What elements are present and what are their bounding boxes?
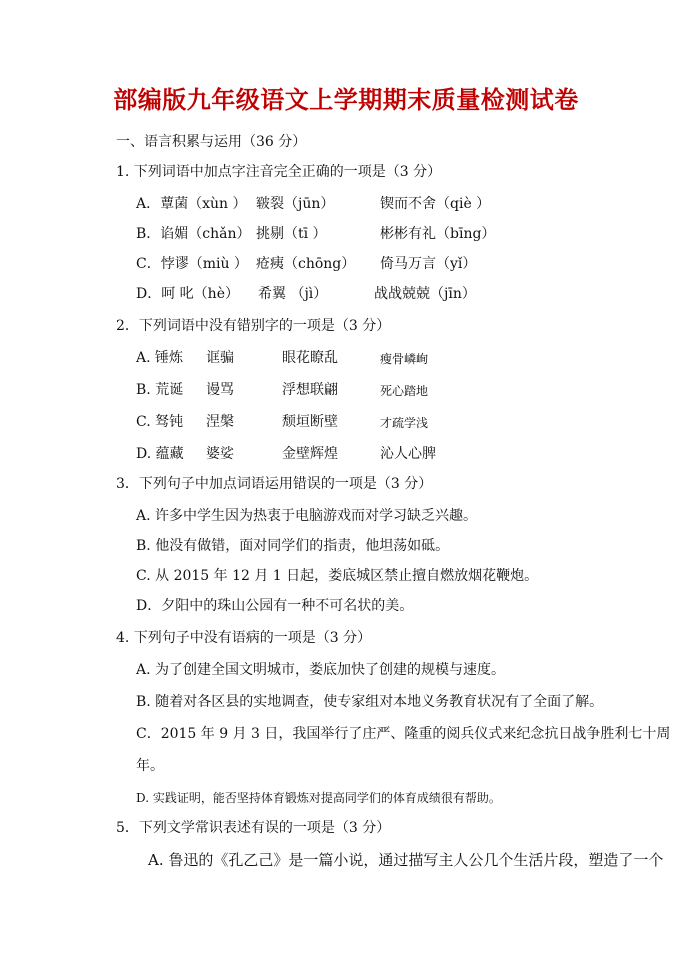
option-cell: 眼花瞭乱 [282, 350, 338, 366]
option-cell: 浮想联翩 [282, 382, 338, 398]
option-cell: 沁人心脾 [380, 446, 436, 462]
question-3-option-d: D．夕阳中的珠山公园有一种不可名状的美。 [136, 598, 414, 614]
option-cell: 才疏学浅 [380, 416, 429, 430]
question-1-stem: 1. 下列词语中加点字注音完全正确的一项是（3 分） [116, 164, 442, 180]
question-4-stem: 4. 下列句子中没有语病的一项是（3 分） [116, 630, 372, 646]
question-4-option-c: C．2015 年 9 月 3 日，我国举行了庄严、隆重的阅兵仪式来纪念抗日战争胜利七十周 [136, 726, 671, 742]
question-5-stem: 5．下列文学常识表述有误的一项是（3 分） [116, 820, 391, 836]
question-4-option-c-continued: 年。 [136, 758, 164, 774]
option-cell: 涅槃 [206, 414, 234, 430]
option-cell: C．悖谬（miù ） [136, 256, 248, 272]
option-cell: 瘦骨嶙峋 [380, 352, 429, 366]
option-cell: B．谄媚（chǎn） [136, 226, 251, 242]
option-cell: A．蕈菌（xùn ） [136, 196, 247, 212]
question-4-option-a: A. 为了创建全国文明城市，娄底加快了创建的规模与速度。 [136, 662, 506, 678]
option-cell: 死心踏地 [380, 384, 429, 398]
section-heading: 一、语言积累与运用（36 分） [116, 134, 307, 150]
question-5-option-a: A. 鲁迅的《孔乙己》是一篇小说，通过描写主人公几个生活片段，塑造了一个 [148, 851, 664, 869]
option-cell: 战战兢兢（jīn） [374, 286, 476, 302]
option-cell: 皲裂（jūn） [256, 196, 335, 212]
page-title: 部编版九年级语文上学期期末质量检测试卷 [113, 86, 579, 114]
option-cell: 金壁辉煌 [282, 446, 338, 462]
question-4-option-d: D. 实践证明，能否坚持体育锻炼对提高同学们的体育成绩很有帮助。 [136, 791, 501, 805]
option-cell: 倚马万言（yǐ） [380, 256, 477, 272]
question-3-option-b: B. 他没有做错，面对同学们的指责，他坦荡如砥。 [136, 538, 450, 554]
option-cell: 疮痍（chōng） [256, 256, 356, 272]
option-cell: 希翼 （jì） [258, 286, 328, 302]
question-3-option-a: A. 许多中学生因为热衷于电脑游戏而对学习缺乏兴趣。 [136, 508, 478, 524]
option-cell: B. 荒诞 [136, 382, 184, 398]
question-3-stem: 3．下列句子中加点词语运用错误的一项是（3 分） [116, 476, 433, 492]
option-cell: 婆娑 [206, 446, 234, 462]
question-2-stem: 2．下列词语中没有错别字的一项是（3 分） [116, 318, 391, 334]
question-3-option-c: C. 从 2015 年 12 月 1 日起，娄底城区禁止擅自燃放烟花鞭炮。 [136, 568, 539, 584]
option-cell: D．呵 叱（hè） [136, 286, 239, 302]
option-cell: 彬彬有礼（bīng） [380, 226, 496, 242]
option-cell: 挑剔（tī ） [256, 226, 327, 242]
option-cell: A. 锤炼 [136, 350, 184, 366]
option-cell: 谩骂 [206, 382, 234, 398]
option-cell: C. 驽钝 [136, 414, 184, 430]
option-cell: 颓垣断壁 [282, 414, 338, 430]
option-cell: 诓骗 [206, 350, 234, 366]
option-cell: 锲而不舍（qiè ） [380, 196, 491, 212]
option-cell: D. 蕴藏 [136, 446, 184, 462]
question-4-option-b: B. 随着对各区县的实地调查，使专家组对本地义务教育状况有了全面了解。 [136, 694, 604, 710]
